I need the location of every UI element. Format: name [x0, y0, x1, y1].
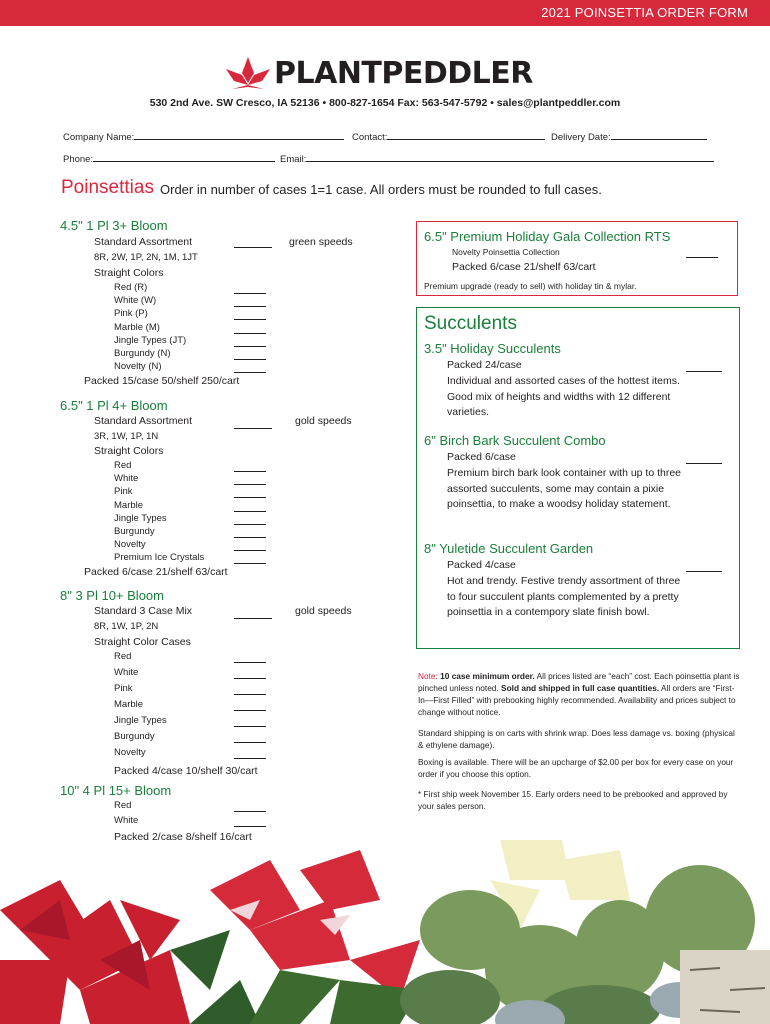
group-45-heading: 4.5" 1 Pl 3+ Bloom [60, 218, 168, 233]
g65-speed-note: gold speeds [295, 415, 352, 427]
company-name-field[interactable] [63, 130, 344, 143]
color-label: White [114, 815, 139, 826]
color-label: Novelty [114, 539, 146, 551]
quantity-blank[interactable] [234, 825, 266, 827]
plants-photo [0, 840, 770, 1024]
note-boxing: Boxing is available. There will be an upcharge of $2.00 per box for every case on your order if you choose this option. [418, 757, 734, 779]
phone-label: Phone: [63, 154, 94, 165]
succ3-heading: 8" Yuletide Succulent Garden [424, 541, 594, 556]
quantity-blank[interactable] [234, 725, 266, 727]
color-label: Jingle Types [114, 512, 167, 524]
quantity-blank[interactable] [234, 661, 266, 663]
g65-packed: Packed 6/case 21/shelf 63/cart [84, 566, 228, 578]
quantity-blank[interactable] [234, 709, 266, 711]
g45-standard-qty[interactable] [234, 246, 272, 248]
g8-mix: 8R, 1W, 1P, 2N [94, 621, 159, 632]
company-address: 530 2nd Ave. SW Cresco, IA 52136 • 800-827-1654 Fax: 563-547-5792 • sales@plantpeddler.com [149, 97, 621, 109]
email-field[interactable] [280, 152, 714, 165]
succ1-description: Individual and assorted cases of the hottest items. Good mix of heights and widths with 12 different varieties. [447, 375, 680, 418]
succ2-qty[interactable] [686, 462, 722, 464]
quantity-blank[interactable] [234, 292, 266, 294]
contact-label: Contact: [352, 132, 388, 143]
succ1-qty[interactable] [686, 370, 722, 372]
succ3-qty[interactable] [686, 570, 722, 572]
g8-straight-label: Straight Color Cases [94, 636, 191, 648]
color-label: Red [114, 651, 132, 662]
note-pricing-text: All prices listed are “each” cost. Each poinsettia plant is pinched unless noted. [418, 671, 740, 693]
g10-packed: Packed 2/case 8/shelf 16/cart [114, 831, 252, 843]
phone-field[interactable] [63, 152, 275, 165]
quantity-blank[interactable] [234, 358, 266, 360]
succ1-packed: Packed 24/case [447, 359, 522, 371]
gala-packed: Packed 6/case 21/shelf 63/cart [452, 261, 596, 273]
color-label: Burgundy [114, 526, 155, 537]
poinsettia-leaf-icon [224, 55, 272, 91]
quantity-blank[interactable] [234, 810, 266, 812]
color-label: Novelty (N) [114, 361, 162, 373]
color-label: Marble [114, 499, 144, 511]
color-label: Pink (P) [114, 308, 148, 320]
color-label: Red [114, 460, 132, 471]
color-label: White [114, 667, 139, 678]
g8-standard-qty[interactable] [234, 617, 272, 619]
succ2-description: Premium birch bark look container with up to three assorted succulents, some may contain a pixie poinsettia, to make a woodsy holiday statement. [447, 467, 682, 510]
contact-field[interactable] [352, 130, 545, 143]
g65-mix: 3R, 1W, 1P, 1N [94, 431, 159, 442]
delivery-date-field[interactable] [551, 130, 707, 143]
succ2-packed: Packed 6/case [447, 451, 516, 463]
succ3-packed: Packed 4/case [447, 559, 516, 571]
form-title: 2021 POINSETTIA ORDER FORM [541, 5, 748, 20]
color-label: Red (R) [114, 282, 148, 293]
color-label: Burgundy (N) [114, 348, 171, 359]
g8-speed-note: gold speeds [295, 605, 352, 617]
g65-standard-label: Standard Assortment [94, 415, 193, 427]
quantity-blank[interactable] [234, 677, 266, 679]
note-min-bold: 10 case minimum order. [440, 671, 535, 681]
group-10-heading: 10" 4 Pl 15+ Bloom [60, 783, 172, 798]
note-first-in-text: All orders are “First-In—First Filled” with prebooking highly recommended. Availability and prices subject to change without notice. [418, 683, 736, 717]
poinsettias-title: Poinsettias [61, 177, 154, 198]
succ3-description: Hot and trendy. Festive trendy assortment of three to four succulent plants complemented by a pretty poinsettia in a contempory slate finish bowl. [447, 575, 681, 618]
g45-mix: 8R, 2W, 1P, 2N, 1M, 1JT [94, 252, 198, 263]
color-label: Red [114, 800, 132, 811]
note-shipping: Standard shipping is on carts with shrink wrap. Does less damage vs. boxing (physical & ethylene damage). [418, 728, 735, 750]
gala-qty[interactable] [686, 256, 718, 258]
g65-straight-label: Straight Colors [94, 445, 164, 457]
color-label: Burgundy [114, 731, 155, 742]
color-label: Marble [114, 699, 144, 710]
g8-packed: Packed 4/case 10/shelf 30/cart [114, 765, 258, 777]
note-full-case-bold: Sold and shipped in full case quantities. [501, 683, 660, 693]
quantity-blank[interactable] [234, 741, 266, 743]
g8-standard-label: Standard 3 Case Mix [94, 605, 193, 617]
succ2-heading: 6" Birch Bark Succulent Combo [424, 433, 606, 448]
quantity-blank[interactable] [234, 757, 266, 759]
g45-speed-note: green speeds [289, 236, 353, 248]
quantity-blank[interactable] [234, 483, 266, 485]
g45-standard-label: Standard Assortment [94, 236, 193, 248]
quantity-blank[interactable] [234, 345, 266, 347]
quantity-blank[interactable] [234, 305, 266, 307]
gala-subtitle: Novelty Poinsettia Collection [452, 247, 560, 257]
email-label: Email: [280, 154, 307, 165]
color-label: Marble (M) [114, 321, 160, 333]
quantity-blank[interactable] [234, 536, 266, 538]
succ1-heading: 3.5" Holiday Succulents [424, 341, 561, 356]
note-first-ship: * First ship week November 15. Early orders need to be prebooked and approved by your sales person. [418, 789, 728, 811]
quantity-blank[interactable] [234, 510, 266, 512]
note-minimum-order [418, 670, 740, 718]
company-name-label: Company Name: [63, 132, 135, 143]
group-8-heading: 8" 3 Pl 10+ Bloom [60, 588, 164, 603]
quantity-blank[interactable] [234, 496, 266, 498]
g45-packed: Packed 15/case 50/shelf 250/cart [84, 375, 240, 387]
g65-standard-qty[interactable] [234, 427, 272, 429]
color-label: Jingle Types [114, 715, 167, 726]
quantity-blank[interactable] [234, 549, 266, 551]
group-65-heading: 6.5" 1 Pl 4+ Bloom [60, 398, 168, 413]
gala-heading: 6.5" Premium Holiday Gala Collection RTS [424, 229, 671, 244]
quantity-blank[interactable] [234, 371, 266, 373]
succulents-title: Succulents [424, 313, 517, 334]
order-instruction: Order in number of cases 1=1 case. All orders must be rounded to full cases. [160, 182, 602, 197]
color-label: Jingle Types (JT) [114, 334, 187, 346]
color-label: Novelty [114, 747, 146, 758]
color-label: Premium Ice Crystals [114, 552, 205, 564]
quantity-blank[interactable] [234, 318, 266, 320]
g45-straight-label: Straight Colors [94, 267, 164, 279]
quantity-blank[interactable] [234, 693, 266, 695]
quantity-blank[interactable] [234, 332, 266, 334]
quantity-blank[interactable] [234, 562, 266, 564]
brand-logo-text: PLANTPEDDLER [274, 56, 533, 91]
quantity-blank[interactable] [234, 470, 266, 472]
note-label: Note: [418, 671, 438, 681]
color-label: White [114, 473, 139, 485]
quantity-blank[interactable] [234, 523, 266, 525]
color-label: White (W) [114, 295, 157, 307]
gala-upgrade-note: Premium upgrade (ready to sell) with holiday tin & mylar. [424, 281, 637, 291]
color-label: Pink [114, 486, 133, 498]
delivery-date-label: Delivery Date: [551, 132, 611, 143]
color-label: Pink [114, 683, 133, 694]
